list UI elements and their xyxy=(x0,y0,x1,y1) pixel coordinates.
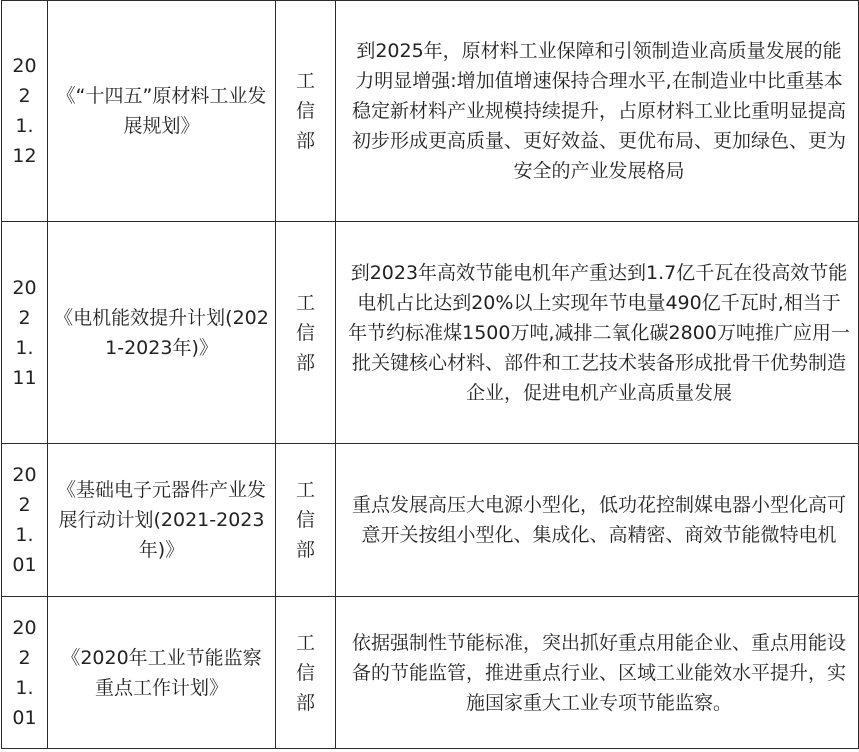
date-cell xyxy=(2,444,48,597)
department-cell xyxy=(276,597,336,749)
department-cell xyxy=(276,222,336,444)
department-text: 工信部 xyxy=(295,70,315,152)
date-text: 2021.01 xyxy=(12,464,37,576)
policy-name-cell xyxy=(48,444,276,597)
table-row xyxy=(2,597,859,749)
department-text: 工信部 xyxy=(295,291,315,374)
date-text: 2021.11 xyxy=(12,276,37,389)
table-row xyxy=(2,222,859,444)
date-cell xyxy=(2,597,48,749)
department-text: 工信部 xyxy=(295,631,315,714)
content-cell xyxy=(336,222,859,444)
content-cell xyxy=(336,1,859,222)
date-cell xyxy=(2,222,48,444)
department-text: 工信部 xyxy=(295,479,315,561)
policy-name-cell xyxy=(48,222,276,444)
department-cell xyxy=(276,444,336,597)
policy-name-text: 《“十四五”原材料工业发展规划》 xyxy=(56,85,267,137)
content-text: 依据强制性节能标准，突出抓好重点用能企业、重点用能设备的节能监管，推进重点行业、区域工业能效水平提升，实施国家重大工业专项节能监察。 xyxy=(351,631,846,714)
content-cell xyxy=(336,597,859,749)
content-text: 重点发展高压大电源小型化，低功花控制媒电器小型化高可意开关按组小型化、集成化、高精密、商效节能微特电机 xyxy=(351,494,846,546)
policy-name-text: 《电机能效提升计划(2021-2023年)》 xyxy=(54,306,269,359)
policy-name-cell xyxy=(48,597,276,749)
date-cell xyxy=(2,1,48,222)
content-text: 到2023年高效节能电机年产重达到1.7亿千瓦在役高效节能电机占比达到20%以上实现年节电量490亿千瓦时,相当于年节约标准煤1500万吨,减排二氧化碳2800万吨推广应用一批关键核心材料、部件和工艺技术装备形成批骨干优势制造企业，促进电机产业高质量发展 xyxy=(348,261,850,404)
policy-name-cell xyxy=(48,1,276,222)
policy-name-text: 《2020年工业节能监察重点工作计划》 xyxy=(61,646,262,699)
table-row xyxy=(2,444,859,597)
policy-table xyxy=(1,0,859,749)
policy-name-text: 《基础电子元器件产业发展行动计划(2021-2023年)》 xyxy=(56,479,266,561)
table-row xyxy=(2,1,859,222)
department-cell xyxy=(276,1,336,222)
date-text: 2021.12 xyxy=(12,55,37,167)
date-text: 2021.01 xyxy=(12,616,37,729)
content-cell xyxy=(336,444,859,597)
content-text: 到2025年，原材料工业保障和引领制造业高质量发展的能力明显增强:增加值增速保持合理水平,在制造业中比重基本稳定新材料产业规模持续提升，占原材料工业比重明显提高初步形成更高质量、更好效益、更优布局、更加绿色、更为安全的产业发展格局 xyxy=(351,40,846,182)
